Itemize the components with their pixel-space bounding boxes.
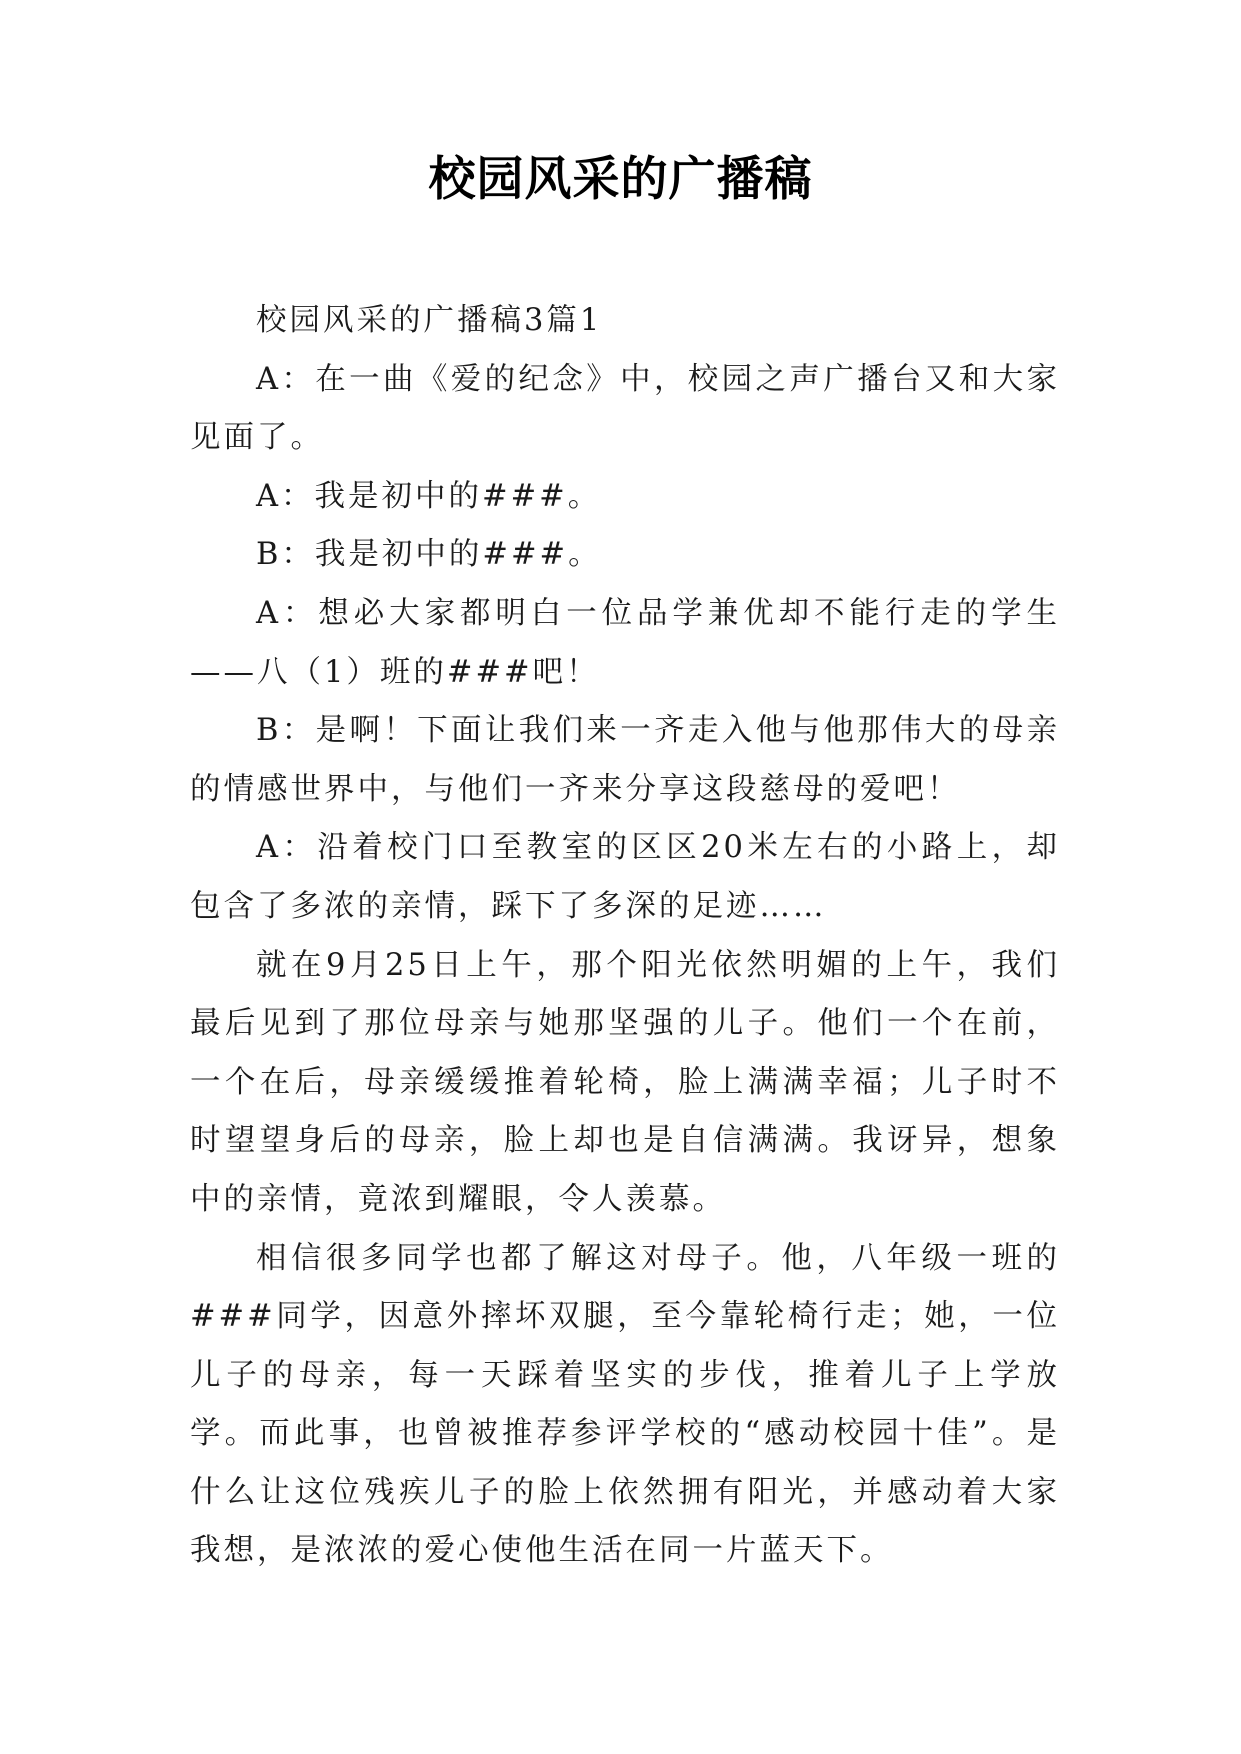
document-title: 校园风采的广播稿 [428,152,813,207]
document-body [190,292,1060,1581]
paragraph: 相信很多同学也都了解这对母子。他，八年级一班的###同学，因意外摔坏双腿，至今靠轮椅行走；她，一位儿子的母亲，每一天踩着坚实的步伐，推着儿子上学放学。而此事，也曾被推荐参评学校的“感动校园十佳”。是什么让这位残疾儿子的脸上依然拥有阳光，并感动着大家我想，是浓浓的爱心使他生活在同一片蓝天下。 [190,1240,1060,1569]
paragraph: B：我是初中的###。 [256,537,602,573]
paragraph-heading: 校园风采的广播稿3篇1 [256,303,603,338]
paragraph: A：沿着校门口至教室的区区20米左右的小路上，却包含了多浓的亲情，踩下了多深的足迹…… [190,830,1060,924]
paragraph: A：在一曲《爱的纪念》中，校园之声广播台又和大家见面了。 [190,361,1060,456]
paragraph: 就在9月25日上午，那个阳光依然明媚的上午，我们最后见到了那位母亲与她那坚强的儿子。他们一个在前，一个在后，母亲缓缓推着轮椅，脸上满满幸福；儿子时不时望望身后的母亲，脸上却也是自信满满。我讶异，想象中的亲情，竟浓到耀眼，令人羡慕。 [190,947,1060,1217]
paragraph: A：我是初中的###。 [256,478,602,514]
paragraph: A：想必大家都明白一位品学兼优却不能行走的学生——八（1）班的###吧！ [190,595,1060,690]
paragraph: B：是啊！下面让我们来一齐走入他与他那伟大的母亲的情感世界中，与他们一齐来分享这段慈母的爱吧！ [190,713,1060,807]
